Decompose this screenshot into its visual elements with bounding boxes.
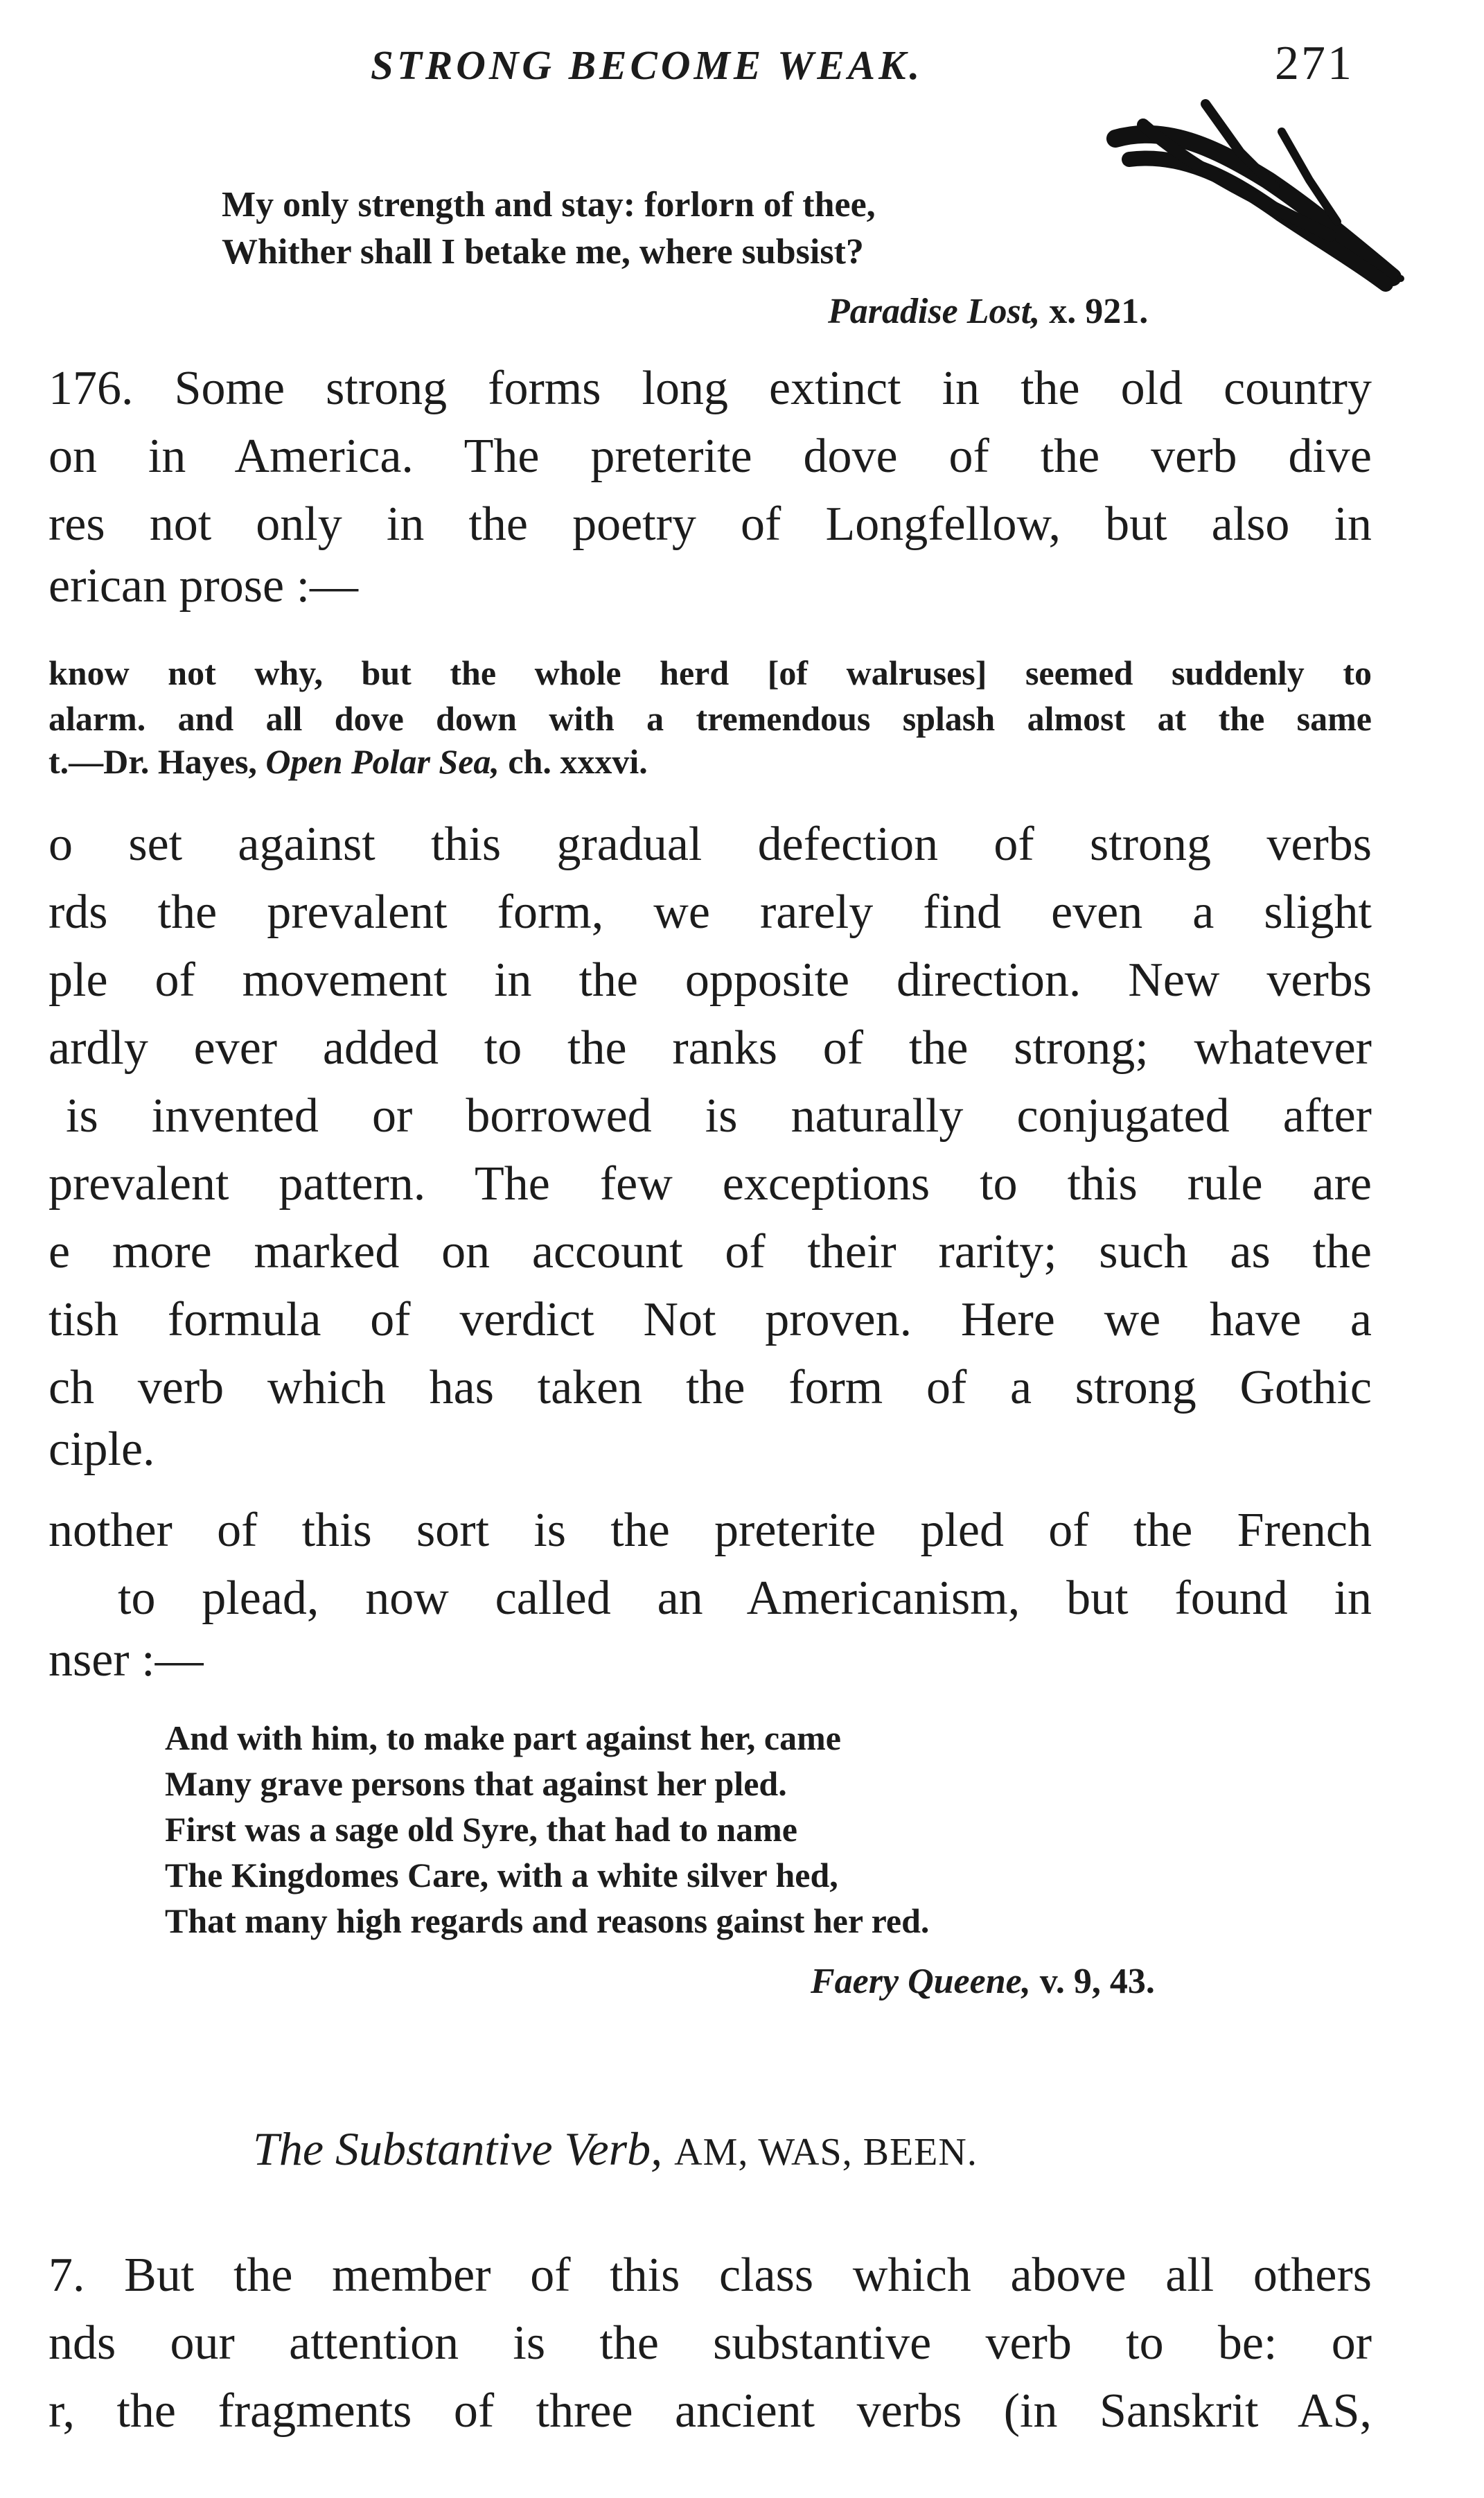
poem-line-4: The Kingdomes Care, with a white silver hed, — [165, 1856, 838, 1894]
section-heading — [253, 2122, 978, 2176]
parab-line-2: rds the prevalent form, we rarely find even a slight — [48, 886, 1372, 939]
parac-line-3: nser :— — [48, 1633, 204, 1687]
parab-line-6: prevalent pattern. The few exceptions to this rule are — [48, 1157, 1372, 1211]
poem-line-1: And with him, to make part against her, came — [165, 1718, 841, 1757]
quote2-source-ref: ch. xxxvi. — [499, 742, 648, 781]
quote1-citation-title: Paradise Lost, — [828, 292, 1041, 331]
parac-line-2: to plead, now called an Americanism, but found in — [118, 1572, 1372, 1625]
quote2-attribution: t.—Dr. Hayes, — [48, 742, 266, 781]
paragraph-pled — [48, 1497, 1372, 1688]
paragraph-177 — [48, 2242, 1372, 2445]
poem-line-2: Many grave persons that against her pled. — [165, 1764, 787, 1803]
parab-line-8: tish formula of verdict Not proven. Here we have a — [48, 1293, 1372, 1346]
para176-line-1-text: 176. Some strong forms long extinct in the old country — [48, 362, 1372, 415]
paragraph-defection — [48, 811, 1372, 1477]
parab-line-5: is invented or borrowed is naturally conjugated after — [66, 1089, 1372, 1143]
quote1-line-1: My only strength and stay: forlorn of thee, — [222, 185, 876, 225]
page-number: 271 — [1275, 37, 1354, 90]
para177-line-1: 7. But the member of this class which above all others — [48, 2249, 1372, 2302]
parab-line-9: ch verb which has taken the form of a strong Gothic — [48, 1361, 1372, 1414]
parab-line-1: o set against this gradual defection of strong verbs — [48, 818, 1372, 871]
para176-line-2-text: on in America. The preterite dove of the verb dive — [48, 430, 1372, 483]
para176-line-3-text: res not only in the poetry of Longfellow, but also in — [48, 498, 1372, 551]
para176-line-4 — [48, 558, 1372, 614]
poem-line-3: First was a sage old Syre, that had to name — [165, 1810, 797, 1849]
para176-line-4-text: erican prose :— — [48, 559, 359, 613]
para177-line-3: r, the fragments of three ancient verbs (in Sanskrit AS, — [48, 2384, 1372, 2438]
section-forms: AM, WAS, BEEN. — [674, 2131, 978, 2174]
quote2-line-2: alarm. and all dove down with a tremendous splash almost at the same — [48, 699, 1372, 738]
parab-line-7: e more marked on account of their rarity; such as the — [48, 1225, 1372, 1278]
ink-scribble — [1102, 97, 1406, 305]
section-title: The Substantive Verb, — [253, 2122, 663, 2175]
para177-line-2: nds our attention is the substantive verb to be: or — [48, 2316, 1372, 2370]
quote2-source-title: Open Polar Sea, — [265, 742, 500, 781]
para176-line-2 — [48, 423, 1372, 491]
para176-line-3 — [48, 491, 1372, 558]
parac-line-1: nother of this sort is the preterite pled of the French — [48, 1504, 1372, 1557]
parab-line-10: ciple. — [48, 1423, 155, 1476]
quote1-citation — [828, 291, 1148, 332]
running-title: STRONG BECOME WEAK. — [371, 42, 924, 88]
parab-line-4: ardly ever added to the ranks of the strong; whatever — [48, 1021, 1372, 1075]
para176-line-1 — [48, 355, 1372, 423]
quote2-block — [48, 650, 1372, 782]
parab-line-3: ple of movement in the opposite direction. New verbs — [48, 953, 1372, 1007]
quote1-citation-ref: x. 921. — [1049, 292, 1149, 331]
paragraph-176 — [48, 355, 1372, 614]
poem-citation-title: Faery Queene, — [811, 1962, 1031, 2001]
quote2-line-1: know not why, but the whole herd [of walruses] seemed suddenly to — [48, 653, 1372, 692]
quote1-line-2: Whither shall I betake me, where subsist? — [222, 232, 864, 272]
quote2-line-3 — [48, 741, 1372, 782]
poem-citation — [811, 1961, 1155, 2002]
poem-citation-ref: v. 9, 43. — [1039, 1962, 1155, 2001]
poem-line-5: That many high regards and reasons gainst her red. — [165, 1901, 930, 1940]
poem-block — [165, 1715, 929, 1944]
